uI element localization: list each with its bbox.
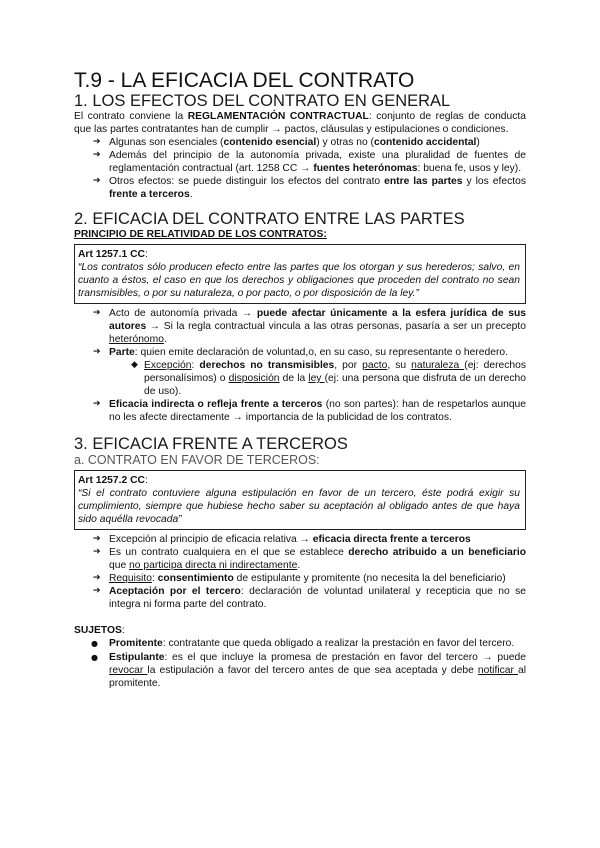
section-2-list-2 — [74, 398, 526, 424]
section-2-sublist — [74, 359, 526, 398]
subjects-heading: SUJETOS: — [74, 625, 125, 636]
list-item: ➔ Excepción al principio de eficacia relativa → eficacia directa frente a terceros — [95, 533, 526, 546]
list-item: ● Promitente: contratante que queda obligado a realizar la prestación en favor del tercero. — [89, 637, 526, 650]
list-item: ➔ Acto de autonomía privada → puede afectar únicamente a la esfera jurídica de sus autores → Si la regla contractual vincula a las otras personas, pasaría a ser un precepto heterónomo. — [95, 307, 526, 346]
section-3-list — [74, 533, 526, 611]
article-ref: Art 1257.2 CC: — [78, 475, 148, 486]
section-3-heading: 3. EFICACIA FRENTE A TERCEROS — [74, 435, 348, 453]
section-2-heading: 2. EFICACIA DEL CONTRATO ENTRE LAS PARTES — [74, 210, 465, 228]
article-quote: “Si el contrato contuviere alguna estipulación en favor de un tercero, éste podrá exigir su cumplimiento, siempre que hubiese hecho saber su aceptación al obligado antes de que haya sido aquélla revocada” — [78, 488, 520, 525]
relativity-principle-heading: PRINCIPIO DE RELATIVIDAD DE LOS CONTRATOS: — [74, 229, 327, 240]
list-item: ➔ Otros efectos: se puede distinguir los efectos del contrato entre las partes y los efectos frente a terceros. — [95, 175, 526, 201]
article-1257-2-box — [74, 470, 526, 530]
article-ref: Art 1257.1 CC: — [78, 249, 148, 260]
section-3a-subheading: a. CONTRATO EN FAVOR DE TERCEROS: — [74, 453, 320, 467]
list-item: ➔ Requisito: consentimiento de estipulante y promitente (no necesita la del beneficiario) — [95, 572, 526, 585]
list-item: ➔ Es un contrato cualquiera en el que se establece derecho atribuido a un beneficiario que no participa directa ni indirectamente. — [95, 546, 526, 572]
section-1-intro: El contrato conviene la REGLAMENTACIÓN CONTRACTUAL: conjunto de reglas de conducta que las partes contratantes han de cumplir → pactos, cláusulas y estipulaciones o condiciones. — [74, 111, 526, 135]
article-quote: “Los contratos sólo producen efecto entre las partes que los otorgan y sus herederos; salvo, en cuanto a éstos, el caso en que los derechos y obligaciones que proceden del contrato no sean transmisibles, o por su naturaleza, o por pacto, o por disposición de la ley.” — [78, 262, 520, 299]
list-item: ➔ Aceptación por el tercero: declaración de voluntad unilateral y recepticia que no se integra ni forma parte del contrato. — [95, 585, 526, 611]
subjects-list — [74, 637, 526, 690]
section-1-heading: 1. LOS EFECTOS DEL CONTRATO EN GENERAL — [74, 92, 451, 110]
list-item: ➔ Algunas son esenciales (contenido esencial) y otras no (contenido accidental) — [95, 136, 526, 149]
list-item: ➔ Eficacia indirecta o refleja frente a terceros (no son partes): han de respetarlos aunque no les afecte directamente → importancia de la publicidad de los contratos. — [95, 398, 526, 424]
list-item: ➔ Parte: quien emite declaración de voluntad,o, en su caso, su representante o heredero. — [95, 346, 526, 359]
section-1-list — [74, 136, 526, 201]
list-item: ➔ Además del principio de la autonomía privada, existe una pluralidad de fuentes de reglamentación contractual (art. 1258 CC → fuentes heterónomas: buena fe, usos y ley). — [95, 149, 526, 175]
article-1257-1-box — [74, 244, 526, 304]
section-2-list — [74, 307, 526, 359]
list-item: ◆ Excepción: derechos no transmisibles, por pacto, su naturaleza (ej: derechos personalísimos) o disposición de la ley (ej: una persona que disfruta de un derecho de uso). — [131, 359, 526, 398]
list-item: ● Estipulante: es el que incluye la promesa de prestación en favor del tercero → puede revocar la estipulación a favor del tercero antes de que sea aceptada y debe notificar al promitente. — [89, 651, 526, 690]
page-title: T.9 - LA EFICACIA DEL CONTRATO — [74, 69, 415, 92]
